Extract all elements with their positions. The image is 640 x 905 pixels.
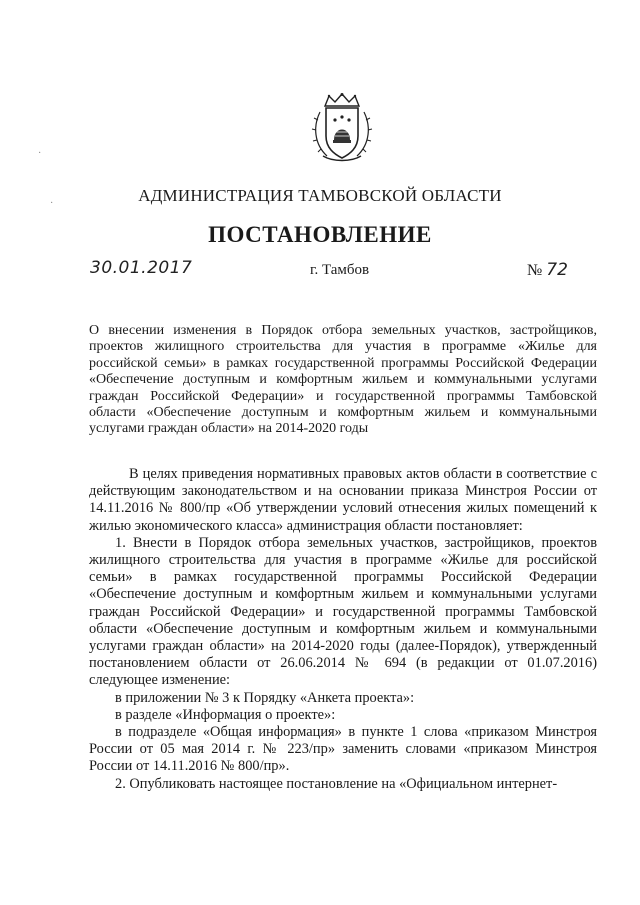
coat-of-arms-icon	[311, 92, 373, 164]
scan-speck: ·	[50, 198, 54, 209]
item-2-paragraph: 2. Опубликовать настоящее постановление на «Официальном интернет-	[115, 775, 558, 792]
document-type-title: ПОСТАНОВЛЕНИЕ	[208, 222, 432, 247]
handwritten-date: 30.01.2017	[90, 258, 193, 278]
item-1-paragraph: 1. Внести в Порядок отбора земельных участков, застройщиков, проектов жилищного строительства для участия в программе «Жилье для российской семьи» в рамках государственной программы Российской Федерации «Обеспечение доступным и комфортным жильем и коммунальными услугами граждан Российской Федерации» и государственной программы Тамбовской области «Обеспечение доступным и комфортным жильем и коммунальными услугами граждан области» на 2014-2020 годы (далее-Порядок), утвержденный постановлением области от 26.06.2014 № 694 (в редакции от 01.07.2016) следующее изменение:	[89, 534, 597, 689]
city-label: г. Тамбов	[310, 262, 370, 278]
preamble-paragraph: В целях приведения нормативных правовых актов области в соответствие с действующим законодательством и на основании приказа Минстроя России от 14.11.2016 № 800/пр «Об утверждении условий отнесения жилых помещений к жилью экономического класса» администрация области постановляет:	[89, 466, 597, 534]
subitem-appendix: в приложении № 3 к Порядку «Анкета проекта»:	[115, 689, 415, 706]
handwritten-number: 72	[546, 260, 568, 280]
scan-speck: ·	[38, 148, 42, 159]
document-number	[527, 260, 568, 280]
document-body	[89, 466, 597, 793]
subitem-subsection: в подразделе «Общая информация» в пункте 1 слова «приказом Минстроя России от 05 мая 2014 г. № 223/пр» заменить словами «приказом Минстроя России от 14.11.2016 № 800/пр».	[89, 724, 597, 775]
subitem-section: в разделе «Информация о проекте»:	[115, 706, 336, 723]
organization-name: АДМИНИСТРАЦИЯ ТАМБОВСКОЙ ОБЛАСТИ	[138, 186, 502, 205]
number-prefix: №	[527, 262, 543, 279]
document-subject: О внесении изменения в Порядок отбора земельных участков, застройщиков, проектов жилищного строительства для участия в программе «Жилье для российской семьи» в рамках государственной программы Российской Федерации «Обеспечение доступным и комфортным жильем и коммунальными услугами граждан Российской Федерации» и государственной программы Тамбовской области «Обеспечение доступным и комфортным жильем и коммунальными услугами граждан области» на 2014-2020 годы	[89, 323, 597, 437]
